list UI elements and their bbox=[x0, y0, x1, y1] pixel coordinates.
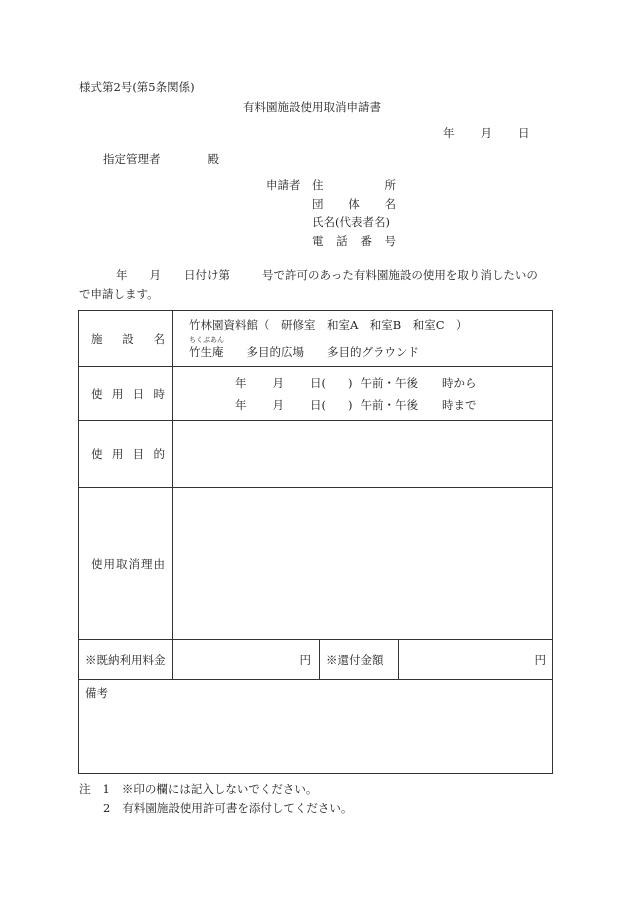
paid-fee-field[interactable] bbox=[173, 640, 320, 680]
purpose-row bbox=[79, 421, 553, 488]
honorific: 殿 bbox=[207, 152, 219, 166]
usage-end: 年 月 日( ) 午前・午後 時まで bbox=[235, 397, 477, 412]
notes-prefix: 注 bbox=[79, 782, 91, 796]
refund-label: ※還付金額 bbox=[320, 640, 399, 680]
refund-field[interactable] bbox=[399, 640, 553, 680]
applicant-field-org: 団 体 名 bbox=[312, 197, 396, 211]
usage-start: 年 月 日( ) 午前・午後 時から bbox=[235, 375, 477, 390]
reason-row bbox=[79, 488, 553, 640]
applicant-field-address: 住 所 bbox=[312, 178, 396, 192]
purpose-label: 使 用 目 的 bbox=[79, 421, 173, 488]
applicant-field-phone: 電 話 番 号 bbox=[312, 234, 396, 248]
purpose-field[interactable] bbox=[173, 421, 553, 488]
reason-field[interactable] bbox=[173, 488, 553, 640]
application-table bbox=[78, 310, 553, 774]
paid-fee-unit: 円 bbox=[299, 652, 311, 667]
facility-row bbox=[79, 311, 553, 367]
date-year: 年 bbox=[443, 126, 455, 140]
remarks-field[interactable] bbox=[79, 680, 553, 774]
addressee: 指定管理者 bbox=[103, 152, 161, 166]
refund-unit: 円 bbox=[534, 652, 547, 667]
ruby-reading: ちくぶあん bbox=[189, 336, 224, 344]
document-title: 有料園施設使用取消申請書 bbox=[243, 100, 381, 114]
note-2: 2 有料園施設使用許可書を添付してください。 bbox=[103, 801, 353, 815]
reason-label: 使 用 取 消 理 由 bbox=[79, 488, 173, 640]
facility-options bbox=[173, 311, 553, 367]
usage-datetime-field[interactable] bbox=[173, 367, 553, 421]
note-1: 注 1 ※印の欄には記入しないでください。 bbox=[79, 782, 318, 796]
fee-row bbox=[79, 640, 553, 680]
date-line bbox=[443, 125, 530, 141]
facility-line2: 竹生庵 多目的広場 多目的グラウンド bbox=[189, 345, 419, 359]
remarks-row bbox=[79, 680, 553, 774]
applicant-label: 申請者 bbox=[266, 178, 301, 192]
statement-line2: で申請します。 bbox=[79, 287, 159, 301]
usage-datetime-label: 使 用 日 時 bbox=[79, 367, 173, 421]
facility-line1: 竹林園資料館（ 研修室 和室A 和室B 和室C ） bbox=[189, 318, 468, 332]
date-day: 日 bbox=[518, 126, 530, 140]
addressee-line bbox=[103, 151, 219, 167]
form-number: 様式第2号(第5条関係) bbox=[79, 80, 195, 94]
usage-datetime-row bbox=[79, 367, 553, 421]
statement-line1: 年 月 日付け第 号で許可のあった有料園施設の使用を取り消したいの bbox=[116, 268, 538, 282]
remarks-label: 備考 bbox=[85, 686, 108, 700]
facility-label: 施 設 名 bbox=[79, 311, 173, 367]
paid-fee-label: ※既納利用料金 bbox=[79, 640, 173, 680]
applicant-field-name: 氏名(代表者名) bbox=[312, 215, 390, 229]
date-month: 月 bbox=[480, 126, 492, 140]
